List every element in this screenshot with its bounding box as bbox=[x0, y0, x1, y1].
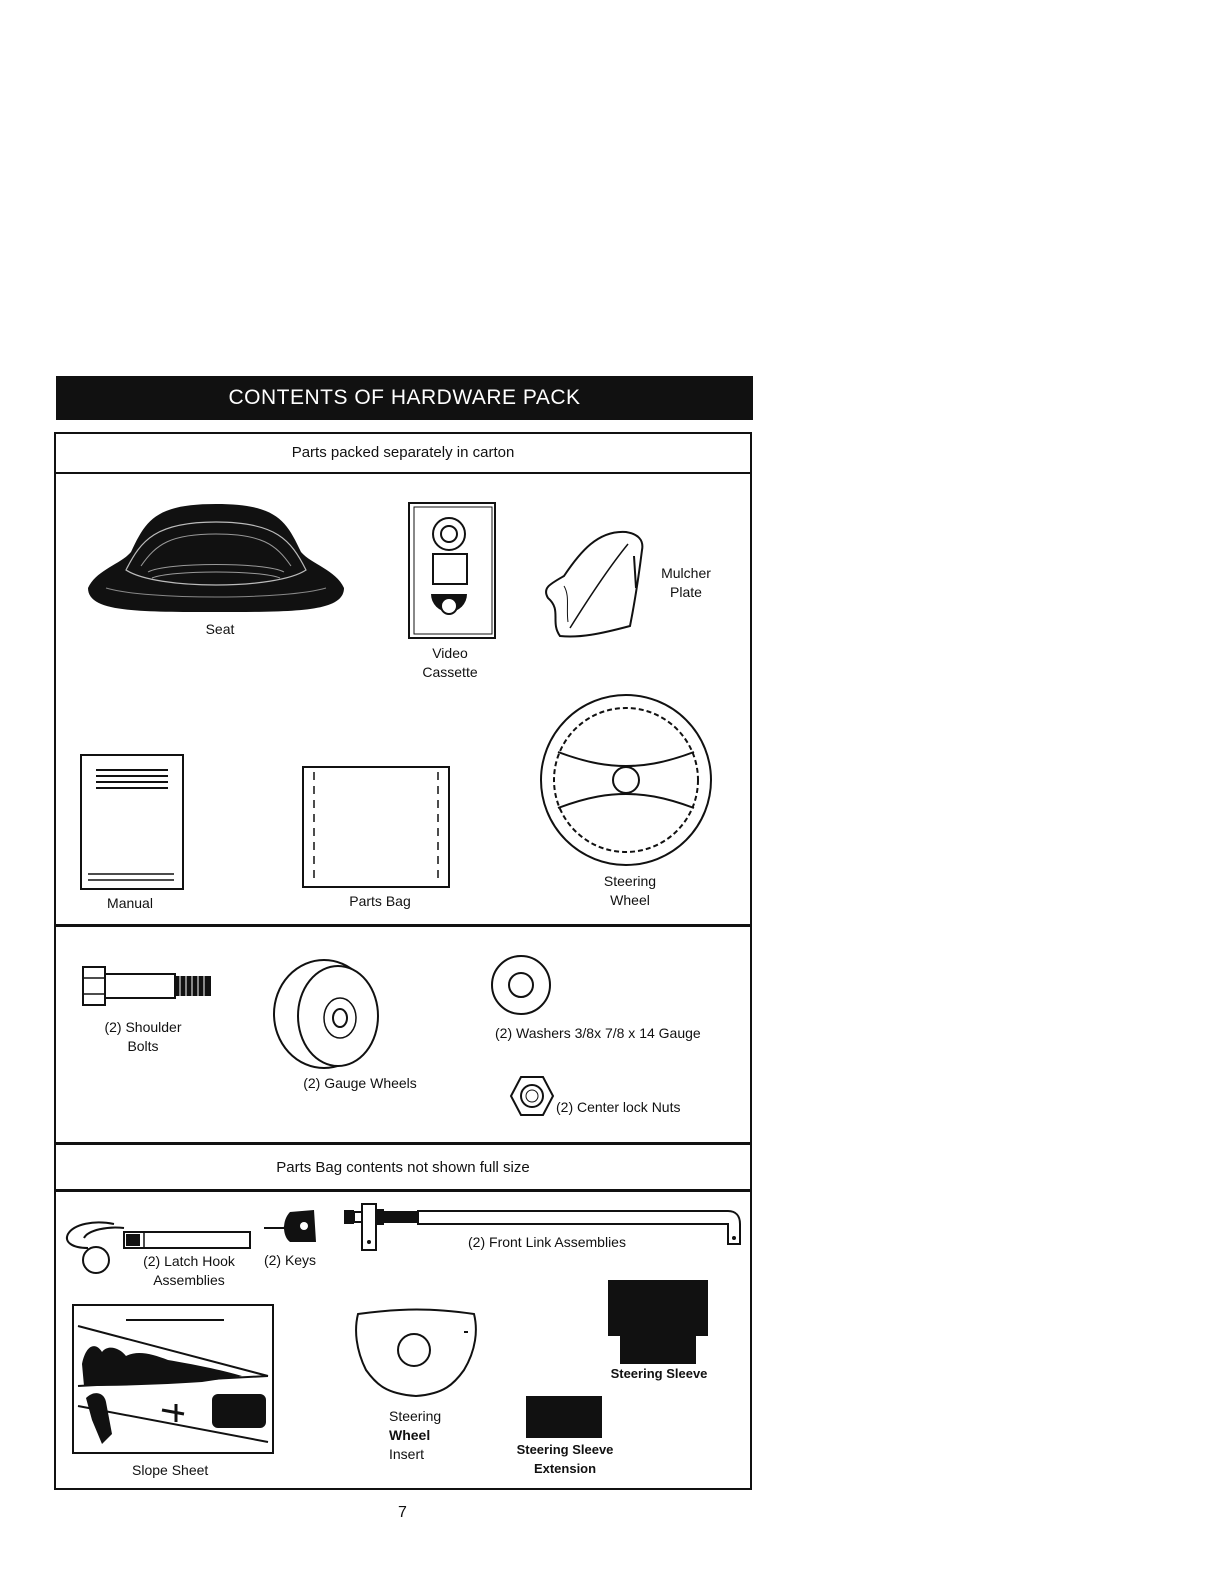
shoulder-bolts-label: (2) Shoulder Bolts bbox=[104, 1019, 182, 1054]
front-link-assemblies-label: (2) Front Link Assemblies bbox=[468, 1234, 626, 1250]
manual-illustration bbox=[80, 752, 186, 892]
slope-sheet-illustration bbox=[72, 1304, 276, 1456]
mulcher-plate-illustration bbox=[540, 526, 650, 641]
center-lock-nuts-label: (2) Center lock Nuts bbox=[556, 1099, 681, 1115]
seat-label: Seat bbox=[205, 621, 235, 637]
section1-title: Parts packed separately in carton bbox=[291, 444, 515, 461]
mulcher-plate-label: Mulcher Plate bbox=[661, 565, 711, 600]
steering-sleeve-label: Steering Sleeve bbox=[610, 1366, 708, 1381]
washer-illustration bbox=[490, 954, 552, 1016]
steering-wheel-label: Steering Wheel bbox=[603, 873, 657, 908]
shoulder-bolt-illustration bbox=[82, 966, 214, 1008]
section-header bbox=[56, 376, 753, 420]
gauge-wheel-illustration bbox=[272, 956, 384, 1070]
steering-wheel-insert-illustration bbox=[352, 1310, 480, 1400]
key-illustration bbox=[262, 1206, 320, 1246]
parts-bag-label: Parts Bag bbox=[349, 893, 411, 909]
center-lock-nut-illustration bbox=[510, 1076, 554, 1116]
steering-wheel-insert-label: Steering Wheel Insert bbox=[389, 1408, 442, 1462]
divider bbox=[56, 924, 750, 927]
header-title: CONTENTS OF HARDWARE PACK bbox=[228, 386, 581, 409]
steering-wheel-illustration bbox=[540, 692, 714, 868]
gauge-wheels-label: (2) Gauge Wheels bbox=[303, 1075, 417, 1091]
washers-label: (2) Washers 3/8x 7/8 x 14 Gauge bbox=[495, 1025, 701, 1041]
slope-sheet-label: Slope Sheet bbox=[132, 1462, 209, 1478]
steering-sleeve-illustration bbox=[608, 1280, 708, 1364]
section3-title: Parts Bag contents not shown full size bbox=[276, 1159, 530, 1176]
seat-illustration bbox=[86, 500, 346, 615]
parts-bag-illustration bbox=[302, 766, 452, 890]
divider bbox=[56, 1142, 750, 1145]
steering-sleeve-extension-label: Steering Sleeve Extension bbox=[516, 1442, 614, 1476]
steering-sleeve-extension-illustration bbox=[524, 1394, 604, 1440]
video-cassette-illustration bbox=[408, 502, 498, 640]
divider bbox=[56, 1189, 750, 1192]
latch-hook-assemblies-label: (2) Latch Hook Assemblies bbox=[143, 1253, 235, 1288]
video-cassette-label: Video Cassette bbox=[422, 645, 478, 680]
manual-label: Manual bbox=[107, 895, 153, 911]
page-number: 7 bbox=[398, 1504, 407, 1521]
keys-label: (2) Keys bbox=[263, 1252, 317, 1268]
divider bbox=[56, 472, 750, 474]
